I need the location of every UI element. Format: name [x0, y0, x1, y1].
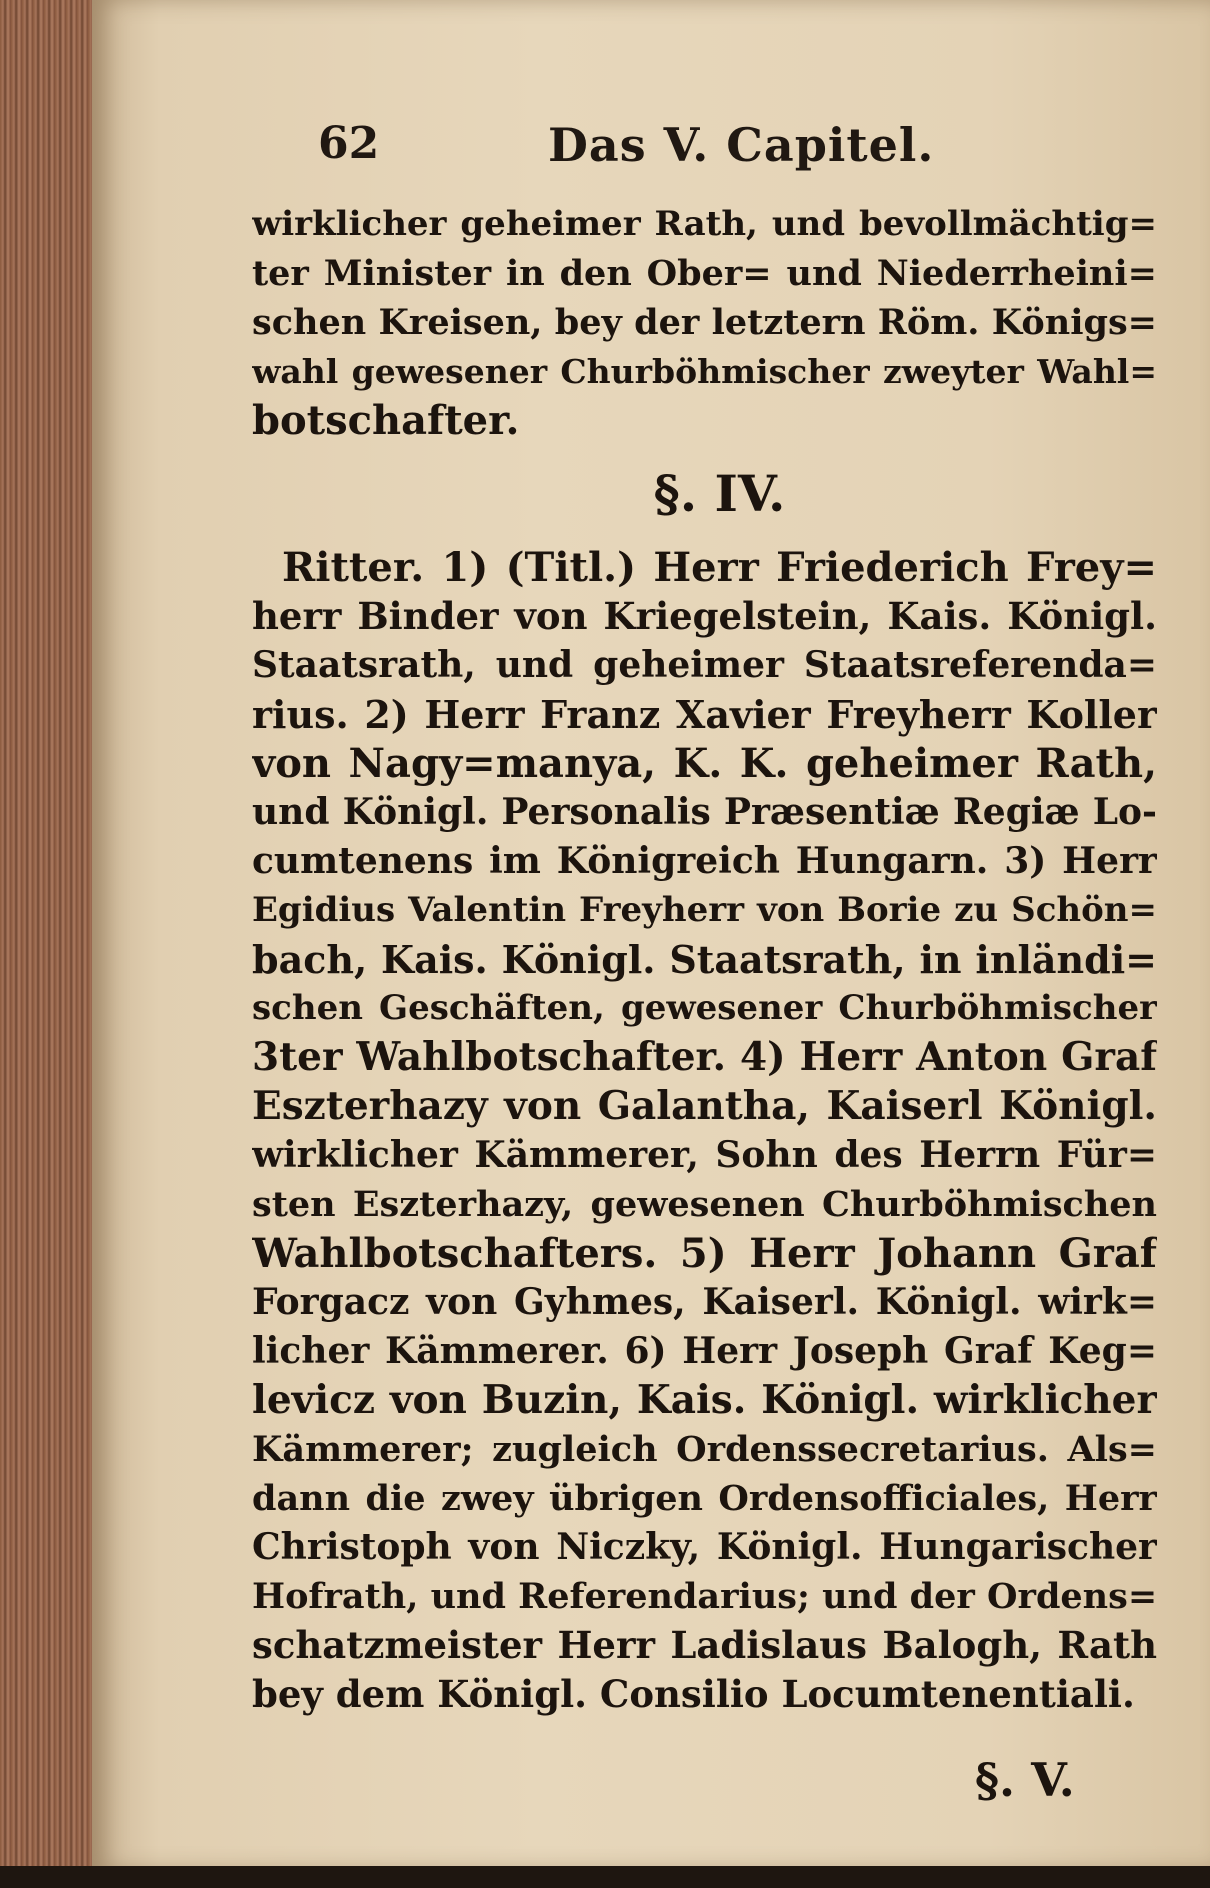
- text-line: Staatsrath, und geheimer Staatsreferenda=: [252, 644, 1157, 686]
- text-line: levicz von Buzin, Kais. Königl. wirklicher: [252, 1377, 1157, 1423]
- catch-word: §. V.: [975, 1753, 1075, 1807]
- text-line: wirklicher Kämmerer, Sohn des Herrn Für=: [252, 1134, 1157, 1176]
- bottom-shadow: [0, 1866, 1210, 1888]
- text-line: Egidius Valentin Freyherr von Borie zu Schön=: [252, 890, 1157, 930]
- text-line: wahl gewesener Churböhmischer zweyter Wahl=: [252, 352, 1157, 391]
- text-line: schatzmeister Herr Ladislaus Balogh, Rath: [252, 1623, 1157, 1667]
- text-line: dann die zwey übrigen Ordensofficiales, Herr: [252, 1478, 1157, 1519]
- text-line: Wahlbotschafters. 5) Herr Johann Graf: [252, 1230, 1157, 1277]
- text-block: [252, 200, 1157, 1719]
- text-line: schen Kreisen, bey der letztern Röm. Königs=: [252, 302, 1157, 343]
- text-line: sten Eszterhazy, gewesenen Churböhmischen: [252, 1184, 1157, 1225]
- text-line: Eszterhazy von Galantha, Kaiserl Königl.: [252, 1083, 1157, 1129]
- text-line: ter Minister in den Ober= und Niederrheini=: [252, 253, 1157, 294]
- section-heading: §. IV.: [653, 464, 786, 523]
- text-line: und Königl. Personalis Præsentiæ Regiæ Lo-: [252, 791, 1157, 833]
- text-line: von Nagy=manya, K. K. geheimer Rath,: [252, 740, 1157, 787]
- text-line: rius. 2) Herr Franz Xavier Freyherr Koller: [252, 692, 1157, 737]
- text-line: Christoph von Niczky, Königl. Hungarischer: [252, 1526, 1157, 1568]
- text-line: Ritter. 1) (Titl.) Herr Friederich Frey=: [282, 544, 1157, 591]
- chapter-title: Das V. Capitel.: [548, 118, 935, 172]
- running-head: [318, 118, 938, 178]
- text-line: Kämmerer; zugleich Ordenssecretarius. Als=: [252, 1429, 1157, 1470]
- text-line: wirklicher geheimer Rath, und bevollmächtig=: [252, 204, 1157, 244]
- text-line: cumtenens im Königreich Hungarn. 3) Herr: [252, 840, 1157, 882]
- text-line: bach, Kais. Königl. Staatsrath, in inländi=: [252, 937, 1157, 982]
- text-line: licher Kämmerer. 6) Herr Joseph Graf Keg=: [252, 1330, 1157, 1372]
- text-line: herr Binder von Kriegelstein, Kais. Königl.: [252, 594, 1157, 638]
- text-line: 3ter Wahlbotschafter. 4) Herr Anton Graf: [252, 1034, 1157, 1080]
- text-line: bey dem Königl. Consilio Locumtenentiali.: [252, 1672, 1135, 1716]
- text-line: Forgacz von Gyhmes, Kaiserl. Königl. wirk=: [252, 1281, 1157, 1323]
- page-number: 62: [318, 118, 380, 169]
- text-line: schen Geschäften, gewesener Churböhmischer: [252, 988, 1157, 1028]
- text-line: botschafter.: [252, 397, 520, 444]
- text-line: Hofrath, und Referendarius; und der Ordens=: [252, 1576, 1157, 1617]
